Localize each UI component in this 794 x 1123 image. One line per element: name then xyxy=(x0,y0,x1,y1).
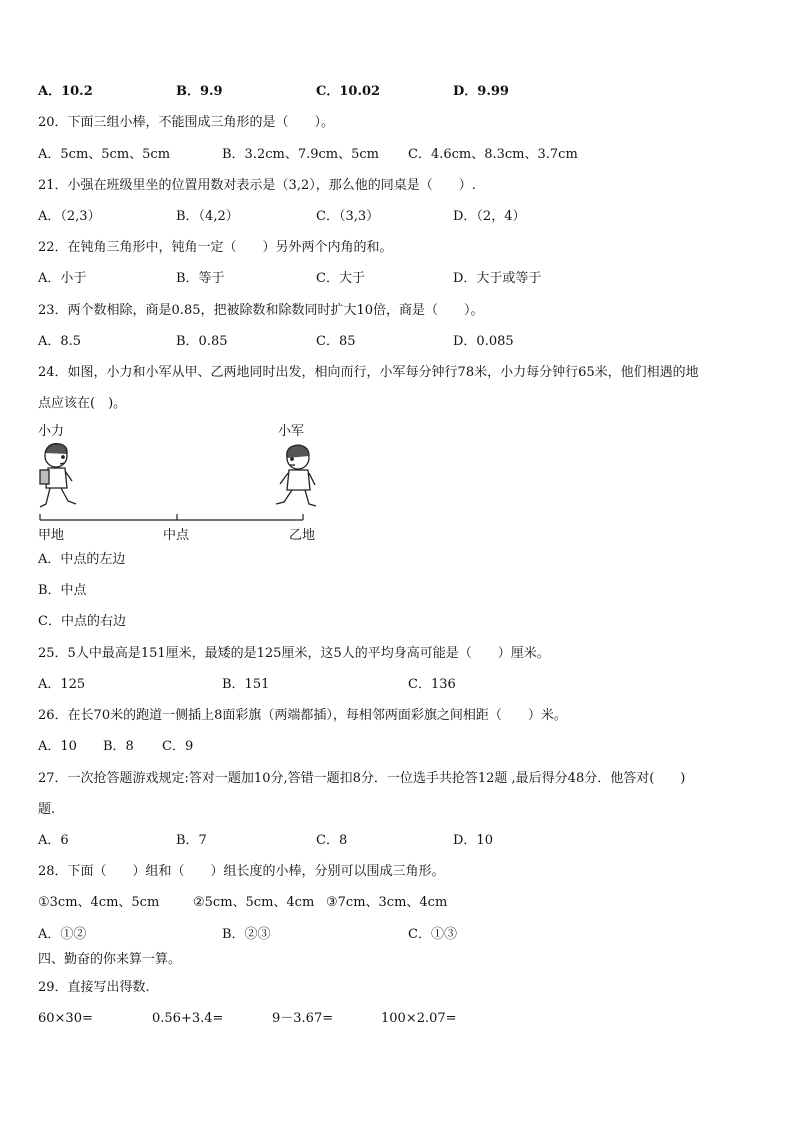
q25-option-a: A．125 xyxy=(38,677,86,692)
q27-stem-line1: 27．一次抢答题游戏规定:答对一题加10分,答错一题扣8分．一位选手共抢答12题 ,最后得分48分．他答对( ) xyxy=(38,771,686,786)
q26-stem: 26．在长70米的跑道一侧插上8面彩旗（两端都插），每相邻两面彩旗之间相距（ ）米。 xyxy=(38,708,567,723)
q24-option-c: C．中点的右边 xyxy=(38,614,126,629)
q20-option-c: C．4.6cm、8.3cm、3.7cm xyxy=(408,147,578,162)
q19-option-c: C．10.02 xyxy=(316,84,381,99)
q25-option-b: B．151 xyxy=(222,677,270,692)
q28-option-b: B．②③ xyxy=(222,927,271,942)
person-right-label: 小军 xyxy=(278,424,305,439)
q26-option-a: A．10 xyxy=(38,739,77,754)
q28-stem: 28．下面（ ）组和（ ）组长度的小棒，分别可以围成三角形。 xyxy=(38,864,445,879)
q21-option-a: A．（2,3） xyxy=(38,209,101,224)
q26-option-c: C．9 xyxy=(162,739,194,754)
q27-option-d: D．10 xyxy=(453,833,493,848)
q28-option-c: C．①③ xyxy=(408,927,457,942)
q27-option-c: C．8 xyxy=(316,833,348,848)
section4-title: 四、勤奋的你来算一算。 xyxy=(38,952,182,967)
point-mid-label: 中点 xyxy=(163,528,190,543)
q27-option-b: B．7 xyxy=(176,833,207,848)
q28-group-1: ①3cm、4cm、5cm xyxy=(38,895,160,910)
q27-stem-line2: 题. xyxy=(38,802,56,817)
q23-option-a: A．8.5 xyxy=(38,334,82,349)
q28-group-2: ②5cm、5cm、4cm xyxy=(193,895,315,910)
q22-option-d: D．大于或等于 xyxy=(453,271,542,286)
q19-option-d: D．9.99 xyxy=(453,84,509,99)
q21-stem: 21．小强在班级里坐的位置用数对表示是（3,2），那么他的同桌是（ ）. xyxy=(38,178,476,193)
q28-group-3: ③7cm、3cm、4cm xyxy=(326,895,448,910)
q20-option-b: B．3.2cm、7.9cm、5cm xyxy=(222,147,379,162)
q19-option-b: B．9.9 xyxy=(176,84,223,99)
q23-option-d: D．0.085 xyxy=(453,334,514,349)
q23-stem: 23．两个数相除，商是0.85，把被除数和除数同时扩大10倍，商是（ ）。 xyxy=(38,303,484,318)
q29-item-3: 9－3.67= xyxy=(272,1011,334,1026)
q20-option-a: A．5cm、5cm、5cm xyxy=(38,147,171,162)
q25-option-c: C．136 xyxy=(408,677,456,692)
q20-stem: 20．下面三组小棒，不能围成三角形的是（ ）。 xyxy=(38,115,335,130)
q28-option-a: A．①② xyxy=(38,927,87,942)
q23-option-c: C．85 xyxy=(316,334,356,349)
q21-option-c: C．（3,3） xyxy=(316,209,380,224)
q24-option-a: A．中点的左边 xyxy=(38,552,126,567)
q29-stem: 29．直接写出得数. xyxy=(38,980,150,995)
q22-option-c: C．大于 xyxy=(316,271,365,286)
q22-stem: 22．在钝角三角形中，钝角一定（ ）另外两个内角的和。 xyxy=(38,240,393,255)
q24-stem-line2: 点应该在( )。 xyxy=(38,396,127,411)
q22-option-a: A．小于 xyxy=(38,271,87,286)
q24-option-b: B．中点 xyxy=(38,583,87,598)
q29-item-2: 0.56+3.4= xyxy=(152,1011,224,1026)
point-right-label: 乙地 xyxy=(289,528,316,543)
q21-option-d: D．（2，4） xyxy=(453,209,526,224)
q27-option-a: A．6 xyxy=(38,833,69,848)
q21-option-b: B．（4,2） xyxy=(176,209,239,224)
q24-figure xyxy=(30,418,350,546)
q26-option-b: B．8 xyxy=(103,739,134,754)
boy-left-icon xyxy=(40,444,76,507)
q25-stem: 25．5人中最高是151厘米，最矮的是125厘米，这5人的平均身高可能是（ ）厘米。 xyxy=(38,646,550,661)
q22-option-b: B．等于 xyxy=(176,271,225,286)
q29-item-4: 100×2.07= xyxy=(381,1011,457,1026)
person-left-label: 小力 xyxy=(38,424,65,439)
point-left-label: 甲地 xyxy=(38,528,65,543)
boy-right-icon xyxy=(276,445,316,506)
q19-option-a: A．10.2 xyxy=(38,84,93,99)
q29-item-1: 60×30= xyxy=(38,1011,93,1026)
q23-option-b: B．0.85 xyxy=(176,334,228,349)
q24-stem-line1: 24．如图，小力和小军从甲、乙两地同时出发，相向而行，小军每分钟行78米，小力每分钟行65米，他们相遇的地 xyxy=(38,365,699,380)
